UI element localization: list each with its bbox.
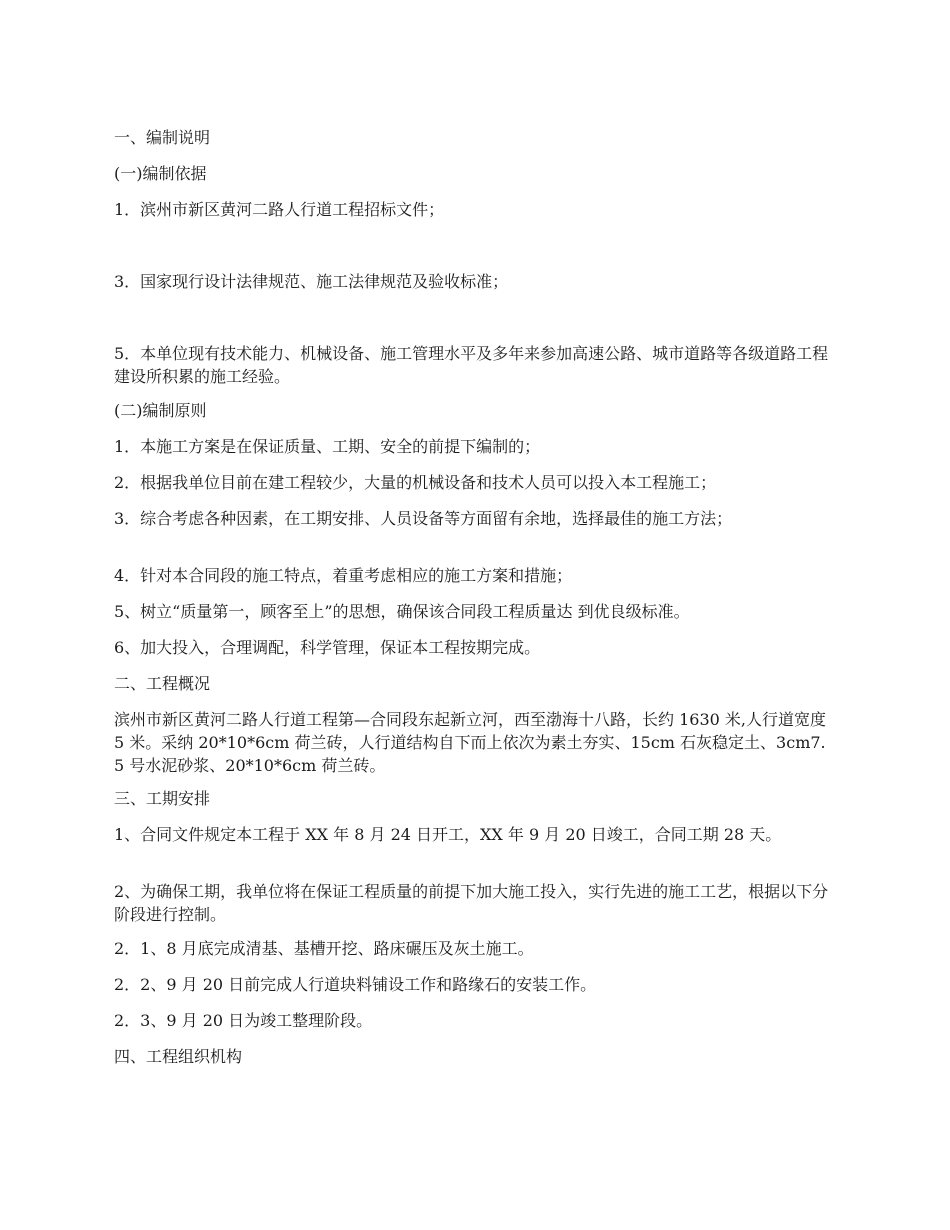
paragraph: 4．针对本合同段的施工特点，着重考虑相应的施工方案和措施； xyxy=(114,566,573,585)
paragraph: 3．综合考虑各种因素，在工期安排、人员设备等方面留有余地，选择最佳的施工方法； xyxy=(114,509,733,528)
paragraph: 5、树立“质量第一，顾客至上”的思想，确保该合同段工程质量达 到优良级标准。 xyxy=(114,602,690,621)
section-heading: 三、工期安排 xyxy=(114,789,211,808)
section-heading: 二、工程概况 xyxy=(114,674,211,693)
paragraph: 1、合同文件规定本工程于 XX 年 8 月 24 日开工，XX 年 9 月 20 日竣工，合同工期 28 天。 xyxy=(114,825,782,844)
paragraph: 6、加大投入，合理调配，科学管理，保证本工程按期完成。 xyxy=(114,638,541,657)
paragraph: 5．本单位现有技术能力、机械设备、施工管理水平及多年来参加高速公路、城市道路等各级道路工程建设所积累的施工经验。 xyxy=(114,344,829,386)
section-heading: 一、编制说明 xyxy=(114,128,211,147)
paragraph: 1．本施工方案是在保证质量、工期、安全的前提下编制的； xyxy=(114,437,541,456)
subsection-heading: (一)编制依据 xyxy=(114,164,207,183)
paragraph: 2．1、8 月底完成清基、基槽开挖、路床碾压及灰土施工。 xyxy=(114,939,534,958)
paragraph: 2、为确保工期，我单位将在保证工程质量的前提下加大施工投入，实行先进的施工工艺，根据以下分阶段进行控制。 xyxy=(114,882,829,924)
paragraph: 2．根据我单位目前在建工程较少，大量的机械设备和技术人员可以投入本工程施工； xyxy=(114,473,717,492)
paragraph: 滨州市新区黄河二路人行道工程第—合同段东起新立河，西至渤海十八路，长约 1630 米,人行道宽度 5 米。采纳 20*10*6cm 荷兰砖，人行道结构自下而上依次为素土夯实、15cm 石灰稳定土、3cm7.5 号水泥砂浆、20*10*6cm 荷兰砖。 xyxy=(114,710,826,775)
section-heading: 四、工程组织机构 xyxy=(114,1047,243,1066)
paragraph: 2．3、9 月 20 日为竣工整理阶段。 xyxy=(114,1011,373,1030)
paragraph: 1．滨州市新区黄河二路人行道工程招标文件； xyxy=(114,200,445,219)
paragraph: 3．国家现行设计法律规范、施工法律规范及验收标准； xyxy=(114,272,509,291)
paragraph: 2．2、9 月 20 日前完成人行道块料铺设工作和路缘石的安装工作。 xyxy=(114,975,597,994)
subsection-heading: (二)编制原则 xyxy=(114,401,207,420)
